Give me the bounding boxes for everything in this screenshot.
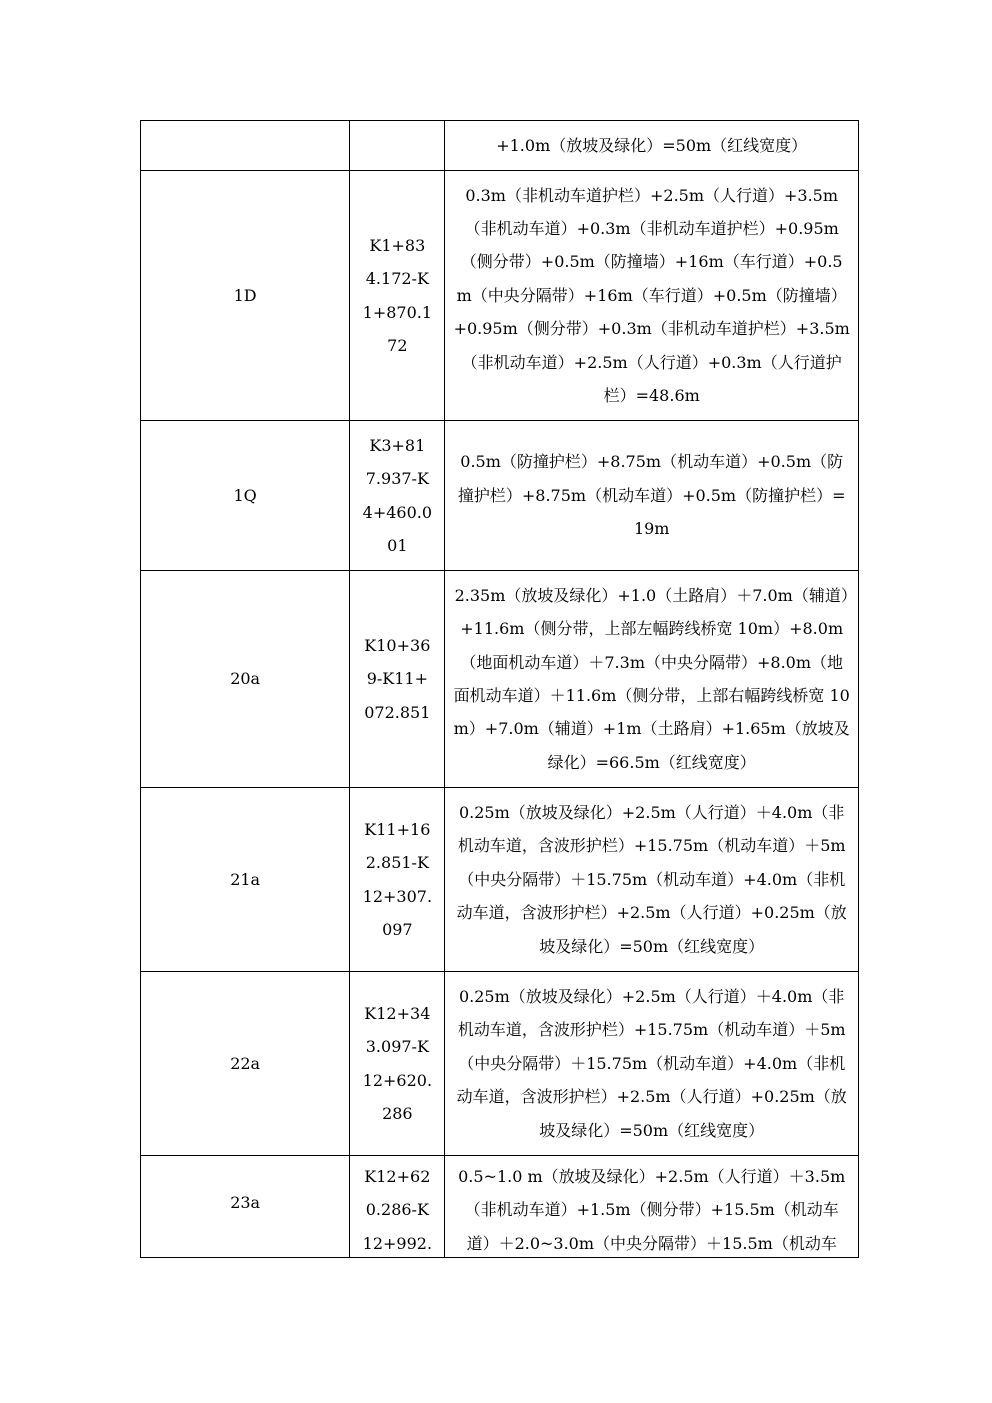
cross-section-description-cell: 2.35m（放坡及绿化）+1.0（土路肩）＋7.0m（辅道）+11.6m（侧分带，上部左幅跨线桥宽 10m）+8.0m（地面机动车道）＋7.3m（中央分隔带）+8.0m（地面机动车道）＋11.6m（侧分带，上部右幅跨线桥宽 10m）+7.0m（辅道）+1m（土路肩）+1.65m（放坡及绿化）=66.5m（红线宽度）: [445, 571, 859, 788]
stake-range-cell: K10+369-K11+072.851: [350, 571, 445, 788]
stake-range-cell: K3+817.937-K4+460.001: [350, 421, 445, 571]
table-row: [141, 972, 859, 1156]
table-row: [141, 171, 859, 421]
table-row: [141, 421, 859, 571]
table-row: [141, 571, 859, 788]
cross-section-description-cell: [445, 1156, 859, 1258]
cross-section-description-cell: 0.5m（防撞护栏）+8.75m（机动车道）+0.5m（防撞护栏）+8.75m（机动车道）+0.5m（防撞护栏）=19m: [445, 421, 859, 571]
section-id-cell: 1Q: [141, 421, 350, 571]
cross-section-description-text: 0.5~1.0 m（放坡及绿化）+2.5m（人行道）＋3.5m（非机动车道）+1.5m（侧分带）+15.5m（机动车道）＋2.0~3.0m（中央分隔带）＋15.5m（机动车: [458, 1167, 846, 1253]
section-id-cell: 20a: [141, 571, 350, 788]
table-row: [141, 121, 859, 171]
road-cross-section-table: [140, 120, 859, 1258]
cross-section-description-cell: 0.25m（放坡及绿化）+2.5m（人行道）＋4.0m（非机动车道，含波形护栏）+15.75m（机动车道）＋5m（中央分隔带）＋15.75m（机动车道）+4.0m（非机动车道，含波形护栏）+2.5m（人行道）+0.25m（放坡及绿化）=50m（红线宽度）: [445, 788, 859, 972]
table-row: [141, 788, 859, 972]
cross-section-description-cell: 0.3m（非机动车道护栏）+2.5m（人行道）+3.5m（非机动车道）+0.3m（非机动车道护栏）+0.95m（侧分带）+0.5m（防撞墙）+16m（车行道）+0.5m（中央分隔带）+16m（车行道）+0.5m（防撞墙）+0.95m（侧分带）+0.3m（非机动车道护栏）+3.5m（非机动车道）+2.5m（人行道）+0.3m（人行道护栏）=48.6m: [445, 171, 859, 421]
section-id-cell: 21a: [141, 788, 350, 972]
cross-section-description-cell: +1.0m（放坡及绿化）=50m（红线宽度）: [445, 121, 859, 171]
section-id-cell: 22a: [141, 972, 350, 1156]
table-row: [141, 1156, 859, 1258]
stake-range-cell: K1+834.172-K1+870.172: [350, 171, 445, 421]
stake-range-cell: [350, 121, 445, 171]
stake-range-cell: K11+162.851-K12+307.097: [350, 788, 445, 972]
stake-range-cell: [350, 1156, 445, 1258]
section-id-cell: 23a: [141, 1156, 350, 1258]
stake-range-text: K12+620.286-K12+992.: [362, 1167, 433, 1253]
stake-range-cell: K12+343.097-K12+620.286: [350, 972, 445, 1156]
section-id-cell: 1D: [141, 171, 350, 421]
section-id-cell: [141, 121, 350, 171]
cross-section-description-cell: 0.25m（放坡及绿化）+2.5m（人行道）＋4.0m（非机动车道，含波形护栏）+15.75m（机动车道）＋5m（中央分隔带）＋15.75m（机动车道）+4.0m（非机动车道，含波形护栏）+2.5m（人行道）+0.25m（放坡及绿化）=50m（红线宽度）: [445, 972, 859, 1156]
